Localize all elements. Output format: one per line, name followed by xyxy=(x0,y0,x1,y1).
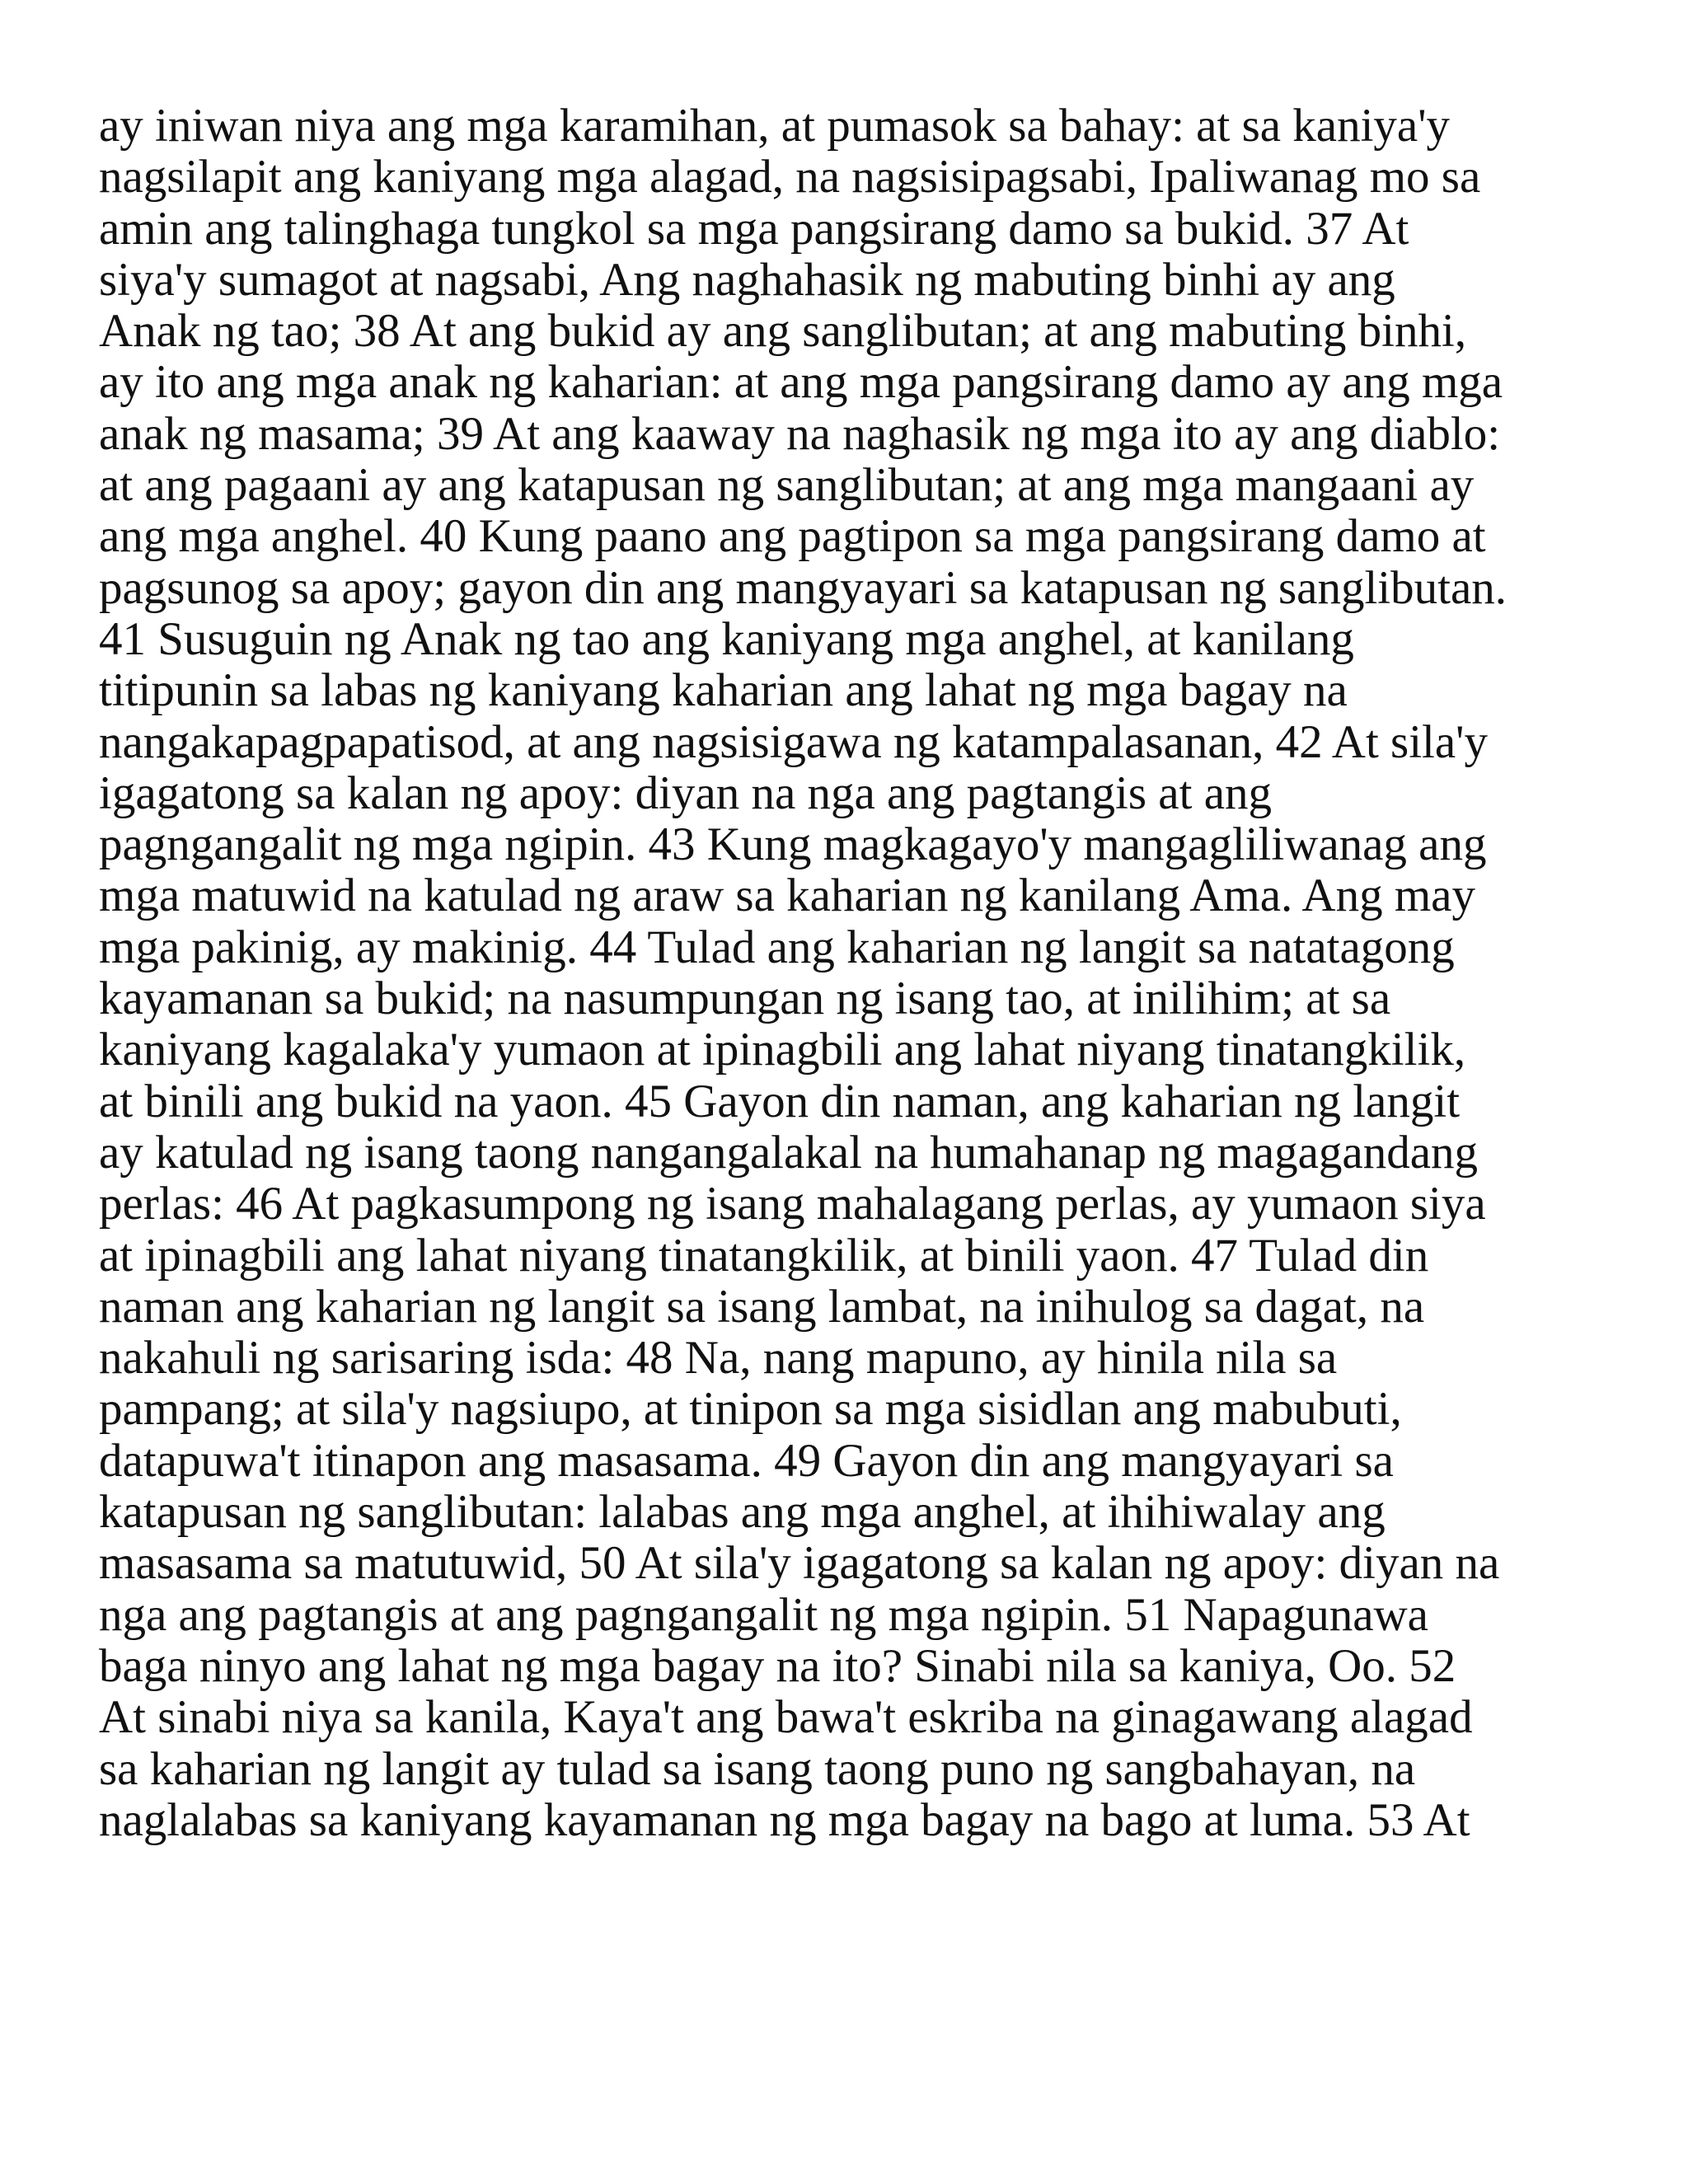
text-line-22: perlas: 46 At pagkasumpong ng isang mahalagang perlas, ay yumaon siya xyxy=(99,1178,1486,1230)
text-line-34: naglalabas sa kaniyang kayamanan ng mga bagay na bago at luma. 53 At xyxy=(99,1793,1470,1846)
text-line-2: nagsilapit ang kaniyang mga alagad, na nagsisipagsabi, Ipaliwanag mo sa xyxy=(99,151,1481,204)
text-line-15: pagngangalit ng mga ngipin. 43 Kung magkagayo'y mangagliliwanag ang xyxy=(99,818,1487,871)
text-line-33: sa kaharian ng langit ay tulad sa isang taong puno ng sangbahayan, na xyxy=(99,1742,1416,1795)
text-line-7: anak ng masama; 39 At ang kaaway na naghasik ng mga ito ay ang diablo: xyxy=(99,407,1501,460)
text-line-12: titipunin sa labas ng kaniyang kaharian ang lahat ng mga bagay na xyxy=(99,664,1348,717)
text-line-6: ay ito ang mga anak ng kaharian: at ang mga pangsirang damo ay ang mga xyxy=(99,356,1503,409)
text-line-29: masasama sa matutuwid, 50 At sila'y igagatong sa kalan ng apoy: diyan na xyxy=(99,1537,1500,1590)
text-line-10: pagsunog sa apoy; gayon din ang mangyayari sa katapusan ng sanglibutan. xyxy=(99,561,1507,614)
text-line-30: nga ang pagtangis at ang pagngangalit ng mga ngipin. 51 Napagunawa xyxy=(99,1588,1428,1641)
text-line-28: katapusan ng sanglibutan: lalabas ang mga anghel, at ihihiwalay ang xyxy=(99,1486,1386,1539)
text-line-18: kayamanan sa bukid; na nasumpungan ng isang tao, at inilihim; at sa xyxy=(99,972,1391,1025)
text-line-1: ay iniwan niya ang mga karamihan, at pumasok sa bahay: at sa kaniya'y xyxy=(99,100,1451,152)
text-line-17: mga pakinig, ay makinig. 44 Tulad ang kaharian ng langit sa natatagong xyxy=(99,921,1455,973)
text-line-14: igagatong sa kalan ng apoy: diyan na nga ang pagtangis at ang xyxy=(99,766,1272,819)
text-line-25: nakahuli ng sarisaring isda: 48 Na, nang mapuno, ay hinila nila sa xyxy=(99,1332,1338,1385)
text-line-27: datapuwa't itinapon ang masasama. 49 Gayon din ang mangyayari sa xyxy=(99,1434,1394,1487)
text-line-8: at ang pagaani ay ang katapusan ng sanglibutan; at ang mga mangaani ay xyxy=(99,459,1475,512)
text-line-32: At sinabi niya sa kanila, Kaya't ang bawa't eskriba na ginagawang alagad xyxy=(99,1691,1473,1744)
text-line-3: amin ang talinghaga tungkol sa mga pangsirang damo sa bukid. 37 At xyxy=(99,202,1409,255)
text-line-19: kaniyang kagalaka'y yumaon at ipinagbili ang lahat niyang tinatangkilik, xyxy=(99,1024,1466,1076)
text-line-26: pampang; at sila'y nagsiupo, at tinipon sa mga sisidlan ang mabubuti, xyxy=(99,1383,1402,1436)
body-text xyxy=(99,101,1632,1846)
text-line-13: nangakapagpapatisod, at ang nagsisigawa ng katampalasanan, 42 At sila'y xyxy=(99,715,1488,768)
text-line-5: Anak ng tao; 38 At ang bukid ay ang sanglibutan; at ang mabuting binhi, xyxy=(99,305,1467,358)
text-line-11: 41 Susuguin ng Anak ng tao ang kaniyang mga anghel, at kanilang xyxy=(99,612,1354,665)
text-line-9: ang mga anghel. 40 Kung paano ang pagtipon sa mga pangsirang damo at xyxy=(99,510,1486,563)
text-line-4: siya'y sumagot at nagsabi, Ang naghahasik ng mabuting binhi ay ang xyxy=(99,253,1395,306)
text-line-20: at binili ang bukid na yaon. 45 Gayon din naman, ang kaharian ng langit xyxy=(99,1075,1461,1127)
text-line-23: at ipinagbili ang lahat niyang tinatangkilik, at binili yaon. 47 Tulad din xyxy=(99,1229,1429,1282)
text-line-24: naman ang kaharian ng langit sa isang lambat, na inihulog sa dagat, na xyxy=(99,1280,1425,1333)
text-line-16: mga matuwid na katulad ng araw sa kaharian ng kanilang Ama. Ang may xyxy=(99,869,1475,922)
text-line-21: ay katulad ng isang taong nangangalakal na humahanap ng magagandang xyxy=(99,1126,1479,1179)
text-line-31: baga ninyo ang lahat ng mga bagay na ito? Sinabi nila sa kaniya, Oo. 52 xyxy=(99,1639,1456,1692)
